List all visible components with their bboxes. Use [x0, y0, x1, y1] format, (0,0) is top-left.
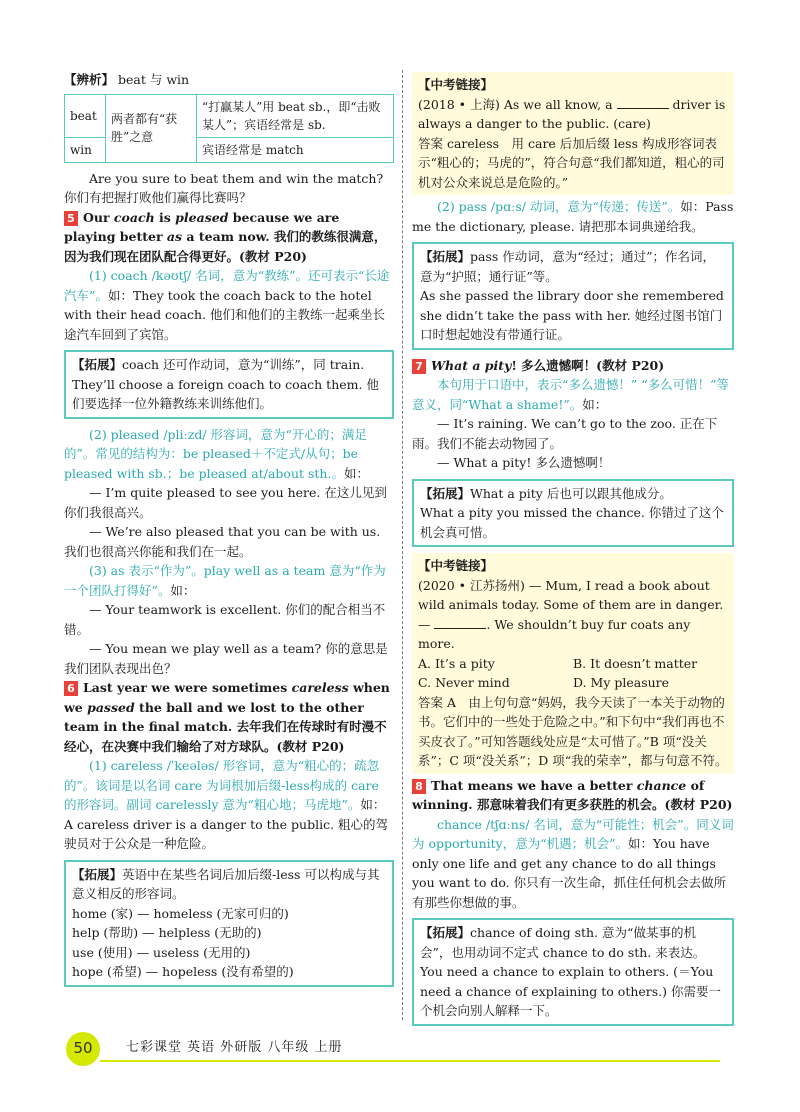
- explanation-paragraph: [412, 375, 734, 414]
- dialogue-line: — It’s raining. We can’t go to the zoo. 正在下雨。我们不能去动物园了。: [412, 416, 718, 451]
- example-text: 如：: [343, 465, 369, 481]
- keyword-what-a-pity: What a pity: [431, 357, 512, 373]
- table-cell: beat: [65, 94, 106, 137]
- extension-label: 【拓展】: [72, 357, 123, 372]
- dialogue-line: — We’re also pleased that you can be with us. 我们也很高兴你能和我们在一起。: [64, 524, 381, 559]
- example-text: 如：: [170, 582, 196, 598]
- s6-text: Last year we were sometimes: [83, 680, 292, 695]
- left-column: [64, 70, 394, 993]
- bottom-margin: [0, 1092, 800, 1112]
- example-text: 如：: [582, 396, 608, 412]
- keyword-as: as: [166, 229, 183, 244]
- option-c: C. Never mind: [418, 675, 510, 690]
- s5-text: is: [154, 209, 176, 225]
- word-pair: use (使用) — useless (无用的): [72, 944, 251, 960]
- page-footer: [0, 1024, 800, 1080]
- option-a: A. It’s a pity: [418, 655, 495, 671]
- word-pair: home (家) — homeless (无家可归的): [72, 905, 289, 921]
- explanation-paragraph: [412, 815, 734, 913]
- s5-text: because we are playing better: [64, 209, 340, 244]
- exam-link-label: 【中考链接】: [418, 558, 494, 573]
- s8-text: of winning. 那意味着我们有更多获胜的机会。(教材 P20): [412, 777, 733, 812]
- bianxi-label: 【辨析】: [64, 72, 115, 87]
- exam-link-box: [412, 553, 734, 774]
- page-number: 50: [66, 1032, 100, 1066]
- explanation-paragraph: [64, 266, 394, 344]
- extension-example: You need a chance to explain to others. (＝You need a chance of explaining to others.) 你需要一个机会向别人解释一下。: [420, 964, 722, 1018]
- answer-blank: [617, 96, 669, 109]
- teal-text: (2) pleased /pliːzd/ 形容词，意为“开心的；满足的”。常见的结构为：be pleased＋不定式/从句；be pleased with sb.；be pleased at/about sth.。: [64, 426, 367, 481]
- item-number-badge: 7: [412, 359, 426, 374]
- sentence-6: [64, 678, 394, 756]
- dialogue-line: — What a pity! 多么遗憾啊！: [437, 455, 611, 470]
- option-b: B. It doesn’t matter: [573, 655, 698, 671]
- teal-text: 本句用于口语中，表示“多么遗憾！” “多么可惜！”等意义，同“What a shame!”。: [412, 377, 730, 412]
- dialogue-line: — You mean we play well as a team? 你的意思是我们团队表现出色？: [64, 641, 388, 676]
- extension-box: [412, 479, 734, 548]
- extension-text: What a pity 后也可以跟其他成分。: [470, 485, 672, 501]
- s6-text: the ball and we lost to the other team in the final match. 去年我们在传球时有时漫不经心，在决赛中我们输给了对方球队。(教材 P20): [64, 699, 387, 754]
- exam-link-box: [412, 72, 734, 195]
- question-text: (2018 • 上海) As we all know, a: [418, 96, 617, 112]
- bianxi-heading: [64, 70, 394, 90]
- extension-label: 【拓展】: [420, 485, 471, 501]
- extension-text: 英语中在某些名词后加后缀-less 可以构成与其意义相反的形容词。: [72, 866, 380, 901]
- s7-text: ! 多么遗憾啊！(教材 P20): [511, 357, 665, 373]
- extension-label: 【拓展】: [420, 249, 471, 264]
- column-divider: [402, 70, 403, 1020]
- sentence-8: [412, 776, 734, 815]
- word-pair: help (帮助) — helpless (无助的): [72, 925, 262, 940]
- keyword-pleased: pleased: [175, 209, 229, 225]
- question-text: driver is always a danger to the public. (care): [418, 96, 726, 131]
- comparison-table: [64, 94, 394, 163]
- table-cell: 宾语经常是 match: [197, 137, 394, 162]
- example-sentence: Are you sure to beat them and win the match? 你们有把握打败他们赢得比赛吗？: [64, 170, 384, 205]
- explanation-paragraph: [412, 197, 734, 236]
- dialogue-line: — I’m quite pleased to see you here. 在这儿见到你们我很高兴。: [64, 485, 387, 520]
- exam-question: (2020 • 江苏扬州) — Mum, I read a book about wild animals today. Some of them are in danger.: [418, 577, 724, 612]
- extension-box: [64, 860, 394, 987]
- s6-text: when we: [64, 680, 390, 715]
- example-text: 如：You have only one life and get any chance to do all things you want to do. 你只有一次生命，抓住任何机会去做所有那些你想做的事。: [412, 836, 727, 910]
- teal-text: (2) pass /pɑːs/ 动词，意为“传递；传送”。: [437, 199, 681, 214]
- sentence-5: [64, 208, 394, 267]
- exam-question-line: — . We shouldn’t buy fur coats any more.: [418, 616, 691, 651]
- exam-question: [418, 95, 728, 134]
- extension-label: 【拓展】: [420, 925, 471, 940]
- teal-text: chance /tʃɑːns/ 名词，意为“可能性；机会”。同义词为 opportunity，意为“机遇；机会”。: [412, 816, 734, 851]
- options-row: [418, 654, 728, 674]
- s5-text: a team now. 我们的教练很满意，因为我们现在团队配合得更好。(教材 P20): [64, 229, 387, 264]
- teal-text: (3) as 表示“作为”。play well as a team 意为“作为一个团队打得好”。: [64, 563, 386, 598]
- extension-text: pass 作动词，意为“经过；通过”；作名词，意为“护照；通行证”等。: [420, 249, 716, 284]
- explanation-paragraph: [64, 425, 394, 484]
- example-text: 如：A careless driver is a danger to the public. 粗心的驾驶员对于公众是一种危险。: [64, 797, 389, 851]
- right-column: [412, 70, 734, 1032]
- keyword-passed: passed: [87, 699, 135, 715]
- keyword-chance: chance: [636, 777, 687, 793]
- extension-box: [412, 918, 734, 1026]
- word-pair: hope (希望) — hopeless (没有希望的): [72, 964, 294, 979]
- explanation-paragraph: [64, 561, 394, 600]
- extension-label: 【拓展】: [72, 866, 123, 882]
- exam-answer: 答案 careless 用 care 后加后缀 less 构成形容词表示“粗心的；马虎的”，符合句意“我们都知道，粗心的司机对公众来说总是危险的。”: [418, 135, 725, 190]
- example-text: 如：They took the coach back to the hotel with their head coach. 他们和他们的主教练一起乘坐长途汽车回到了宾馆。: [64, 287, 386, 342]
- example-text: 如：Pass me the dictionary, please. 请把那本词典递给我。: [412, 199, 734, 234]
- sentence-7: [412, 356, 734, 376]
- exam-answer: 答案 A 由上句句意“妈妈，我今天读了一本关于动物的书。它们中的一些处于危险之中。”和下句中“我们再也不买皮衣了。”可知答题线处应是“太可惜了。”B 项“没关系”；C 项“没关系”；D 项“我的荣幸”，都与句意不符。: [418, 694, 728, 768]
- question-text: . We shouldn’t buy fur coats any more.: [418, 616, 691, 651]
- extension-example: As she passed the library door she remembered she didn’t take the pass with her. 她经过图书馆门口时想起她没有带通行证。: [420, 288, 724, 342]
- s8-text: That means we have a better: [431, 777, 637, 793]
- extension-box: [64, 350, 394, 419]
- answer-blank: [434, 616, 486, 629]
- item-number-badge: 5: [64, 211, 78, 226]
- table-cell: “打赢某人”用 beat sb.，即“击败某人”；宾语经常是 sb.: [197, 94, 394, 137]
- item-number-badge: 6: [64, 681, 78, 696]
- table-cell: win: [65, 137, 106, 162]
- options-row: [418, 673, 728, 693]
- explanation-paragraph: [64, 756, 394, 854]
- book-title: 七彩课堂 英语 外研版 八年级 上册: [126, 1040, 343, 1055]
- keyword-coach: coach: [113, 209, 155, 225]
- option-d: D. My pleasure: [573, 675, 670, 690]
- extension-text: chance of doing sth. 意为“做某事的机会”，也用动词不定式 chance to do sth. 来表达。: [420, 925, 706, 960]
- extension-text: coach 还可作动词，意为“训练”，同 train. They’ll choose a foreign coach to coach them. 他们要选择一位外籍教练来训练他们。: [72, 357, 379, 411]
- exam-link-label: 【中考链接】: [418, 77, 494, 92]
- teal-text: (1) coach /kəʊtʃ/ 名词，意为“教练”。还可表示“长途汽车”。: [64, 268, 390, 303]
- dialogue-line: — Your teamwork is excellent. 你们的配合相当不错。: [64, 602, 386, 637]
- extension-example: What a pity you missed the chance. 你错过了这个机会真可惜。: [420, 505, 724, 540]
- footer-line: [100, 1060, 720, 1062]
- table-row: [65, 94, 394, 137]
- bianxi-text: beat 与 win: [118, 72, 190, 87]
- s5-text: Our: [83, 209, 114, 225]
- teal-text: (1) careless /ˈkeələs/ 形容词，意为“粗心的；疏忽的”。该词是以名词 care 为词根加后缀-less构成的 care 的形容词。副词 carelessly 意为“粗心地；马虎地”。: [64, 758, 380, 812]
- keyword-careless: careless: [291, 680, 349, 695]
- extension-box: [412, 242, 734, 350]
- item-number-badge: 8: [412, 779, 426, 794]
- table-cell: 两者都有“获胜”之意: [106, 94, 197, 162]
